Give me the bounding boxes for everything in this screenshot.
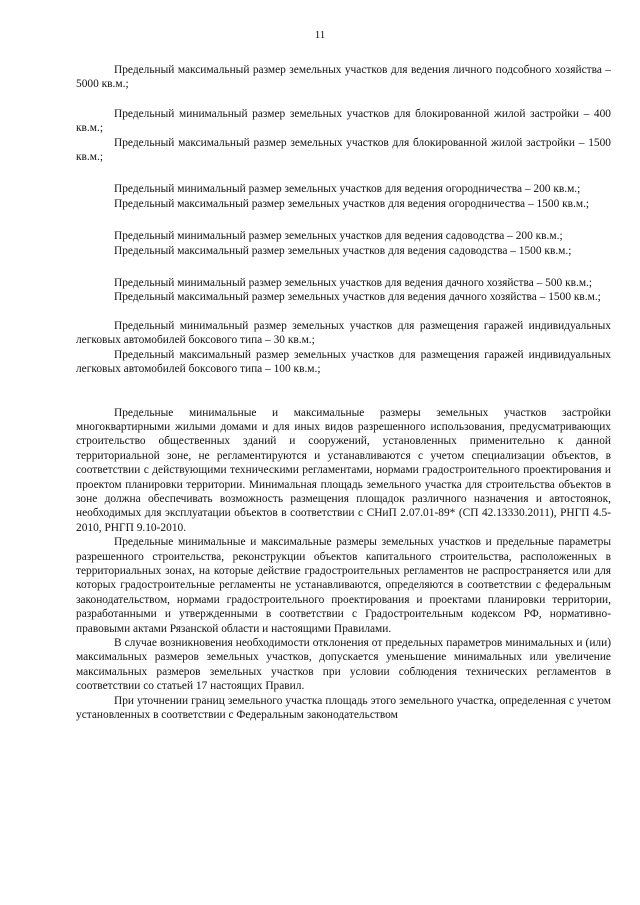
page-number: 11 xyxy=(314,29,326,41)
paragraph-dacha-max: Предельный максимальный размер земельных участков для ведения дачного хозяйства – 1500 кв.м.; xyxy=(114,291,601,304)
paragraph-horticulture-min: Предельный минимальный размер земельных участков для ведения садоводства – 200 кв.м.; xyxy=(114,230,563,243)
paragraph-boundary-refinement: При уточнении границ земельного участка площадь этого земельного участка, определенная с учетом установленных в соответствии с Федеральным законодательством xyxy=(76,694,611,722)
paragraph-dacha-min: Предельный минимальный размер земельных участков для ведения дачного хозяйства – 500 кв.м.; xyxy=(114,277,593,290)
paragraph-gardening-min: Предельный минимальный размер земельных участков для ведения огородничества – 200 кв.м.; xyxy=(114,183,581,196)
paragraph-apartment-buildings: Предельные минимальные и максимальные размеры земельных участков застройки многоквартирными жилыми домами и для иных видов разрешенного использования, предусматривающих строительство общественных зданий и сооружений, установленных применительно к данной территориальной зоне, не регламентируются и устанавливаются с учетом специализации объектов, в соответствии с действующими техническими регламентами, нормами градостроительного проектирования и проектом планировки территории. Минимальная площадь земельного участка для строительства объектов в зоне должна обеспечивать возможность размещения площадок различного назначения и автостоянок, необходимых для эксплуатации объектов в соответствии с СНиП 2.07.01-89* (СП 42.13330.2011), РНГП 4.5-2010, РНГП 9.10-2010. xyxy=(76,406,611,534)
document-body xyxy=(76,63,611,722)
paragraph-blocked-housing-min: Предельный минимальный размер земельных участков для блокированной жилой застройки – 400 кв.м.; xyxy=(76,107,611,135)
paragraph-garage-min: Предельный минимальный размер земельных участков для размещения гаражей индивидуальных легковых автомобилей боксового типа – 30 кв.м.; xyxy=(76,319,611,347)
paragraph-gardening-max: Предельный максимальный размер земельных участков для ведения огородничества – 1500 кв.м.; xyxy=(114,197,590,210)
paragraph-horticulture-max: Предельный максимальный размер земельных участков для ведения садоводства – 1500 кв.м.; xyxy=(114,244,572,257)
paragraph-private-farm-max: Предельный максимальный размер земельных участков для ведения личного подсобного хозяйства – 5000 кв.м.; xyxy=(76,64,611,91)
paragraph-deviation: В случае возникновения необходимости отклонения от предельных параметров минимальных и (или) максимальных размеров земельных участков, допускается уменьшение минимальных или увеличение максимальных размеров земельных участков при условии соблюдения технических регламентов в соответствии со статьей 17 настоящих Правил. xyxy=(76,637,611,693)
paragraph-blocked-housing-max: Предельный максимальный размер земельных участков для блокированной жилой застройки – 1500 кв.м.; xyxy=(76,136,611,164)
paragraph-unregulated-zones: Предельные минимальные и максимальные размеры земельных участков и предельные параметры разрешенного строительства, реконструкции объектов капитального строительства, расположенных в территориальных зонах, на которые действие градостроительных регламентов не распространяется или для которых градостроительные регламенты не устанавливаются, определяются в соответствии с федеральным законодательством, нормами градостроительного проектирования и проектами планировки территории, разработанными и утвержденными в соответствии с Градостроительным кодексом РФ, нормативно-правовыми актами Рязанской области и настоящими Правилами. xyxy=(76,536,611,635)
paragraph-garage-max: Предельный максимальный размер земельных участков для размещения гаражей индивидуальных легковых автомобилей боксового типа – 100 кв.м.; xyxy=(76,348,611,376)
